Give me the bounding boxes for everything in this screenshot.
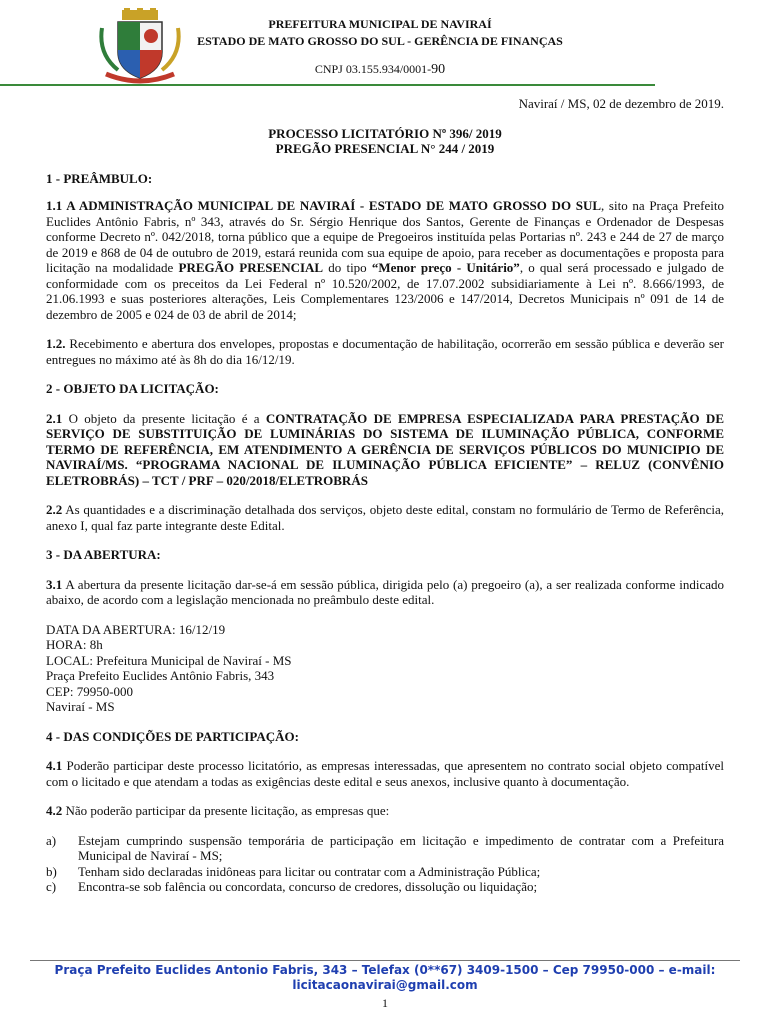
paragraph-4-1 (46, 758, 724, 789)
p2-1-text: O objeto da presente licitação é a (62, 410, 266, 426)
opening-address: Praça Prefeito Euclides Antônio Fabris, 343 (46, 668, 275, 683)
pregao-title: PREGÃO PRESENCIAL N° 244 / 2019 (275, 141, 495, 156)
p4-2-text: Não poderão participar da presente licitação, as empresas que: (62, 803, 390, 818)
document-body (46, 96, 724, 895)
list-item-label: a) (46, 832, 57, 848)
list-item (46, 833, 724, 864)
p3-1-text: A abertura da presente licitação dar-se-á em sessão pública, dirigida pelo (a) pregoeiro (a), a ser realizada conforme indicado abaixo, de acordo com a legislação mencionada no preâmbulo deste edital. (46, 576, 724, 607)
section-1-title: 1 - PREÂMBULO: (46, 170, 153, 186)
opening-city: Naviraí - MS (46, 699, 115, 714)
list-item-text: Encontra-se sob falência ou concordata, concurso de credores, dissolução ou liquidação; (78, 879, 538, 894)
list-item (46, 879, 724, 895)
header-title-line1: PREFEITURA MUNICIPAL DE NAVIRAÍ (268, 17, 492, 31)
section-2-title: 2 - OBJETO DA LICITAÇÃO: (46, 381, 219, 396)
paragraph-2-2 (46, 502, 724, 533)
footer (0, 963, 770, 993)
list-item-label: c) (46, 879, 57, 894)
p1-1-modality: PREGÃO PRESENCIAL (178, 260, 324, 275)
paragraph-1-1 (46, 198, 724, 322)
p2-1-object: CONTRATAÇÃO DE EMPRESA ESPECIALIZADA PARA PRESTAÇÃO DE SERVIÇO DE SUBSTITUIÇÃO DE LUMINÁRIAS DO SISTEMA DE ILUMINAÇÃO PÚBLICA, CONFORME TERMO DE REFERÊNCIA, EM ATENDIMENTO A GERÊNCIA DE SERVIÇOS PÚBLICOS DO MUNICIPIO DE NAVIRAÍ/MS. “PROGRAMA NACIONAL DE ILUMINAÇÃO PÚBLICA EFICIENTE” – RELUZ (CONVÊNIO ELETROBRÁS) – TCT / PRF – 020/2018/ELETROBRÁS (46, 410, 724, 488)
footer-address: Praça Prefeito Euclides Antonio Fabris, 343 – Telefax (0**67) 3409-1500 – Cep 79950-000 – e-mail: (54, 963, 716, 977)
p4-1-text: Poderão participar deste processo licitatório, as empresas interessadas, que apresentem no contrato social objeto compatível com o licitado e que atendam a todas as exigências deste edital e seus anexos, inclusive quanto à documentação. (46, 758, 724, 789)
header-divider (0, 84, 655, 86)
p1-2-text: Recebimento e abertura dos envelopes, propostas e documentação de habilitação, ocorrerão em sessão pública e deverão ser entregues no máximo até às 8h do dia 16/12/19. (46, 336, 724, 367)
cnpj-suffix: 90 (431, 62, 446, 77)
opening-location: LOCAL: Prefeitura Municipal de Naviraí - MS (46, 652, 292, 668)
footer-divider (30, 960, 740, 961)
date-line: Naviraí / MS, 02 de dezembro de 2019. (518, 96, 724, 111)
p3-1-num: 3.1 (46, 576, 63, 592)
p4-2-num: 4.2 (46, 803, 63, 818)
paragraph-2-1 (46, 411, 724, 489)
p1-2-num: 1.2. (46, 336, 66, 351)
paragraph-4-2 (46, 803, 724, 819)
cnpj-prefix: CNPJ 03.155.934/0001- (314, 62, 432, 76)
list-item-text: Tenham sido declaradas inidôneas para licitar ou contratar com a Administração Pública; (78, 863, 541, 879)
opening-time: HORA: 8h (46, 637, 103, 652)
municipal-coat-of-arms-icon (96, 8, 184, 84)
opening-details (46, 622, 724, 715)
paragraph-3-1 (46, 577, 724, 608)
p2-1-num: 2.1 (46, 410, 63, 426)
paragraph-1-2 (46, 336, 724, 367)
page-number: 1 (382, 996, 388, 1010)
list-item-label: b) (46, 863, 57, 879)
p1-1-text-b: do tipo (323, 260, 372, 275)
list-item (46, 864, 724, 880)
header-cnpj (190, 62, 570, 78)
opening-date: DATA DA ABERTURA: 16/12/19 (46, 621, 226, 637)
process-title: PROCESSO LICITATÓRIO Nº 396/ 2019 (268, 125, 502, 141)
p2-2-text: As quantidades e a discriminação detalhada dos serviços, objeto deste edital, constam no formulário de Termo de Referência, anexo I, qual faz parte integrante deste Edital. (46, 502, 724, 533)
header-title-line2: ESTADO DE MATO GROSSO DO SUL - GERÊNCIA DE FINANÇAS (197, 34, 563, 48)
section-4-title: 4 - DAS CONDIÇÕES DE PARTICIPAÇÃO: (46, 728, 299, 744)
list-item-text: Estejam cumprindo suspensão temporária de participação em licitação e impedimento de contratar com a Prefeitura Municipal de Naviraí - MS; (78, 832, 724, 863)
p1-1-text-a: , sito na Praça Prefeito Euclides Antônio Fabris, nº 343, através do Sr. Sérgio Henrique dos Santos, Gerente de Finanças e Ordenador de Despesas conforme Decreto nº. 042/2018, torna público que a equipe de Pregoeiros instituída pelas Portarias nº. 243 e 244 de 27 de março de 2019 e 868 de 04 de outubro de 2019, estará reunida com sua equipe de apoio, para receber as documentações e proposta para licitação na modalidade (46, 198, 725, 275)
opening-cep: CEP: 79950-000 (46, 683, 134, 699)
letterhead (0, 0, 770, 90)
restrictions-list (46, 833, 724, 895)
p4-1-num: 4.1 (46, 758, 63, 773)
footer-email: licitacaonavirai@gmail.com (292, 978, 478, 992)
section-3-title: 3 - DA ABERTURA: (46, 547, 161, 562)
p1-1-text-c: , o qual será processado e julgado de conformidade com os preceitos da Lei Federal nº 10.520/2002, de 17.07.2002 subsidiariamente à Lei nº. 8.666/1993, de 21.06.1993 e suas posteriores alterações, Leis Complementares 123/2006 e 147/2014, Decretos Municipais nº 091 de 14 de dezembro de 2005 e 024 de 03 de abril de 2014; (46, 260, 724, 322)
p1-1-lead: 1.1 A ADMINISTRAÇÃO MUNICIPAL DE NAVIRAÍ - ESTADO DE MATO GROSSO DO SUL (46, 198, 602, 213)
p2-2-num: 2.2 (46, 502, 63, 517)
p1-1-type: “Menor preço - Unitário” (371, 260, 520, 275)
